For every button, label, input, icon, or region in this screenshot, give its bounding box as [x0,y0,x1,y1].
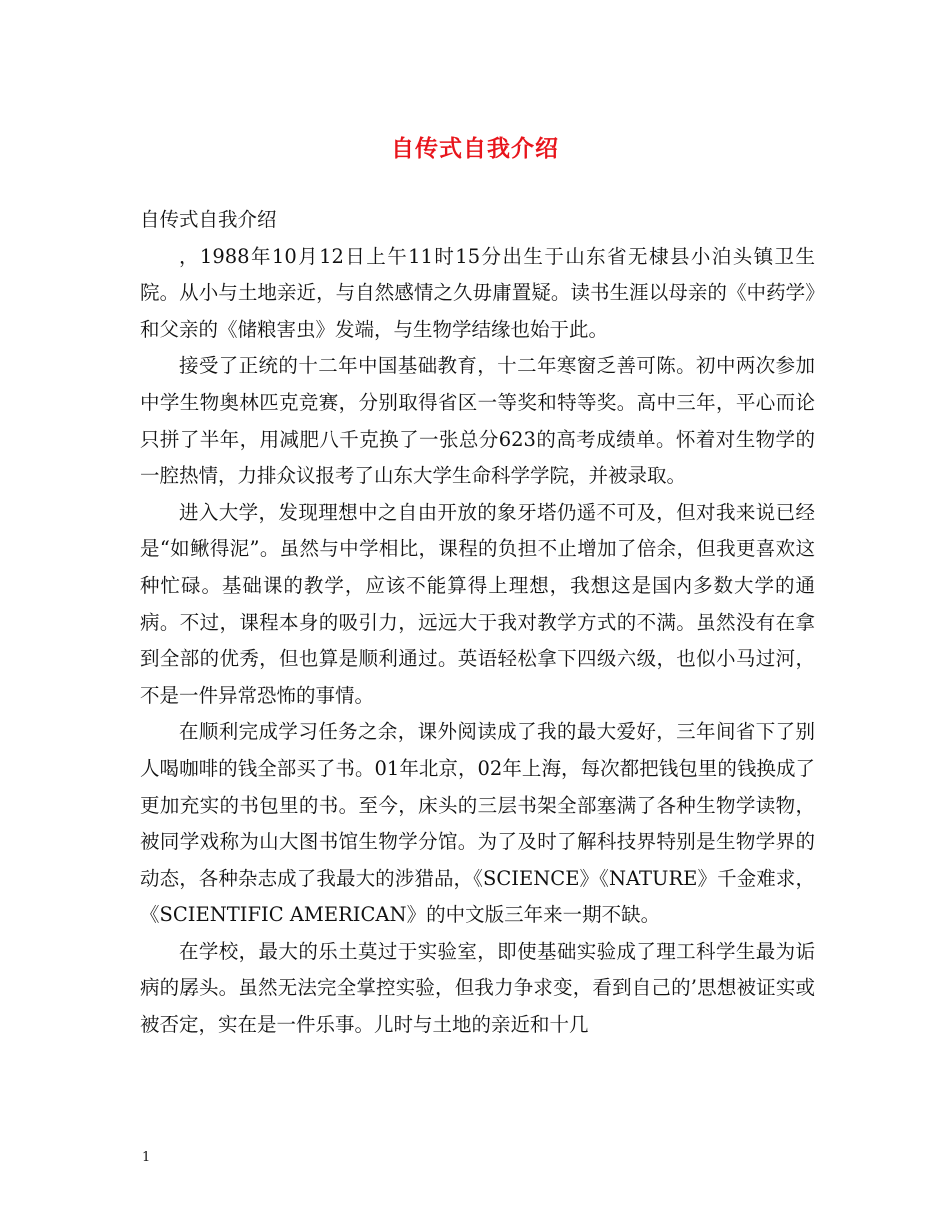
paragraph-laboratory: 在学校，最大的乐土莫过于实验室，即使基础实验成了理工科学生最为诟病的孱头。虽然无法完全掌控实验，但我力争求变，看到自己的’思想被证实或被否定，实在是一件乐事。儿时与土地的亲近和十几 [140,939,815,1037]
paragraph-university: 进入大学，发现理想中之自由开放的象牙塔仍遥不可及，但对我来说已经是“如鳅得泥”。虽然与中学相比，课程的负担不止增加了倍余，但我更喜欢这种忙碌。基础课的教学，应该不能算得上理想，我想这是国内多数大学的通病。不过，课程本身的吸引力，远远大于我对教学方式的不满。虽然没有在拿到全部的优秀，但也算是顺利通过。英语轻松拿下四级六级，也似小马过河，不是一件异常恐怖的事情。 [140,500,815,707]
paragraph-birth: ，1988年10月12日上午11时15分出生于山东省无棣县小泊头镇卫生院。从小与土地亲近，与自然感情之久毋庸置疑。读书生涯以母亲的《中药学》和父亲的《储粮害虫》发端，与生物学结缘也始于此。 [140,244,815,341]
document-body [140,202,815,1044]
page-number: 1 [142,1150,151,1165]
paragraph-education: 接受了正统的十二年中国基础教育，十二年寒窗乏善可陈。初中两次参加中学生物奥林匹克竞赛，分别取得省区一等奖和特等奖。高中三年，平心而论只拼了半年，用减肥八千克换了一张总分623的高考成绩单。怀着对生物学的一腔热情，力排众议报考了山东大学生命科学学院，并被录取。 [140,354,815,488]
document-title: 自传式自我介绍 [391,135,559,162]
document-subtitle: 自传式自我介绍 [140,208,277,231]
paragraph-reading: 在顺利完成学习任务之余，课外阅读成了我的最大爱好，三年间省下了别人喝咖啡的钱全部买了书。01年北京，02年上海，每次都把钱包里的钱换成了更加充实的书包里的书。至今，床头的三层书架全部塞满了各种生物学读物，被同学戏称为山大图书馆生物学分馆。为了及时了解科技界特别是生物学界的动态，各种杂志成了我最大的涉猎品，《SCIENCE》《NATURE》千金难求，《SCIENTIFIC AMERICAN》的中文版三年来一期不缺。 [140,720,815,927]
